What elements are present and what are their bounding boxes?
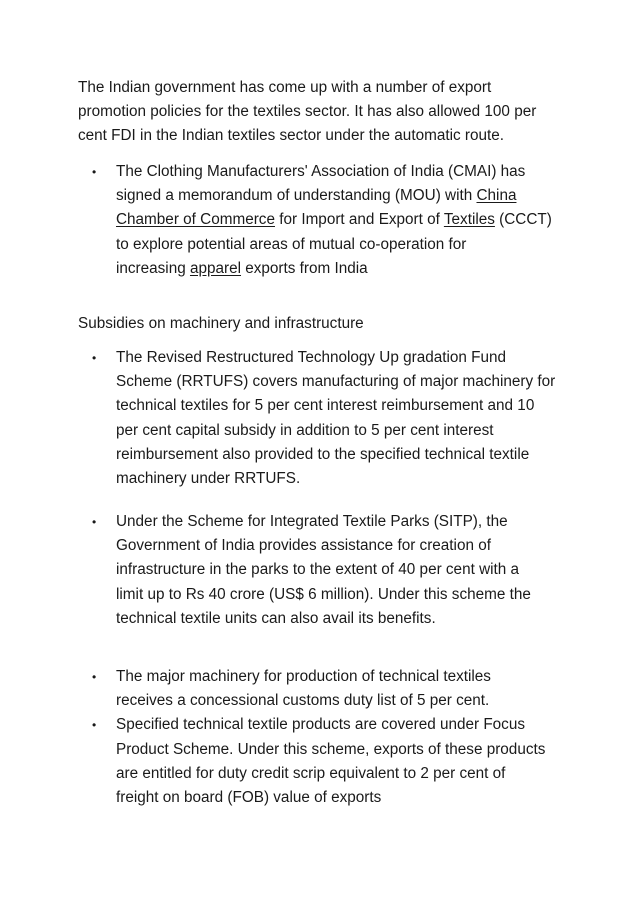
item-line: receives a concessional customs duty list of 5 per cent. [116, 692, 490, 710]
item-text: increasing [116, 259, 190, 277]
item-text: exports from India [241, 259, 368, 277]
item-line [116, 184, 578, 208]
link-chamber-of-commerce[interactable]: Chamber of Commerce [116, 211, 275, 229]
item-line: machinery under RRTUFS. [116, 470, 301, 488]
item-line: The Revised Restructured Technology Up gradation Fund [116, 349, 507, 366]
item-line: limit up to Rs 40 crore (US$ 6 million). Under this scheme the [116, 585, 531, 603]
link-apparel[interactable]: apparel [189, 259, 242, 277]
item-text: (CCCT) [494, 211, 552, 229]
item-line: Specified technical textile products are covered under Focus [116, 716, 525, 734]
item-text: signed a memorandum of understanding (MOU) with [116, 187, 477, 205]
list-item-focus [78, 713, 578, 810]
intro-line: cent FDI in the Indian textiles sector under the automatic route. [78, 127, 504, 145]
bullet-marker: • [92, 718, 97, 733]
intro-line: promotion policies for the textiles sector. It has also allowed 100 per [78, 103, 537, 121]
list-item-customs [78, 665, 578, 713]
item-line: Scheme (RRTUFS) covers manufacturing of major machinery for [116, 373, 556, 391]
bullet-marker: • [92, 515, 97, 529]
item-line: Under the Scheme for Integrated Textile Parks (SITP), the [116, 513, 508, 530]
list-item-rrtufs [78, 346, 578, 491]
item-line [116, 257, 578, 281]
item-line: to explore potential areas of mutual co-operation for [116, 235, 467, 253]
bullet-marker: • [92, 670, 97, 684]
bullet-marker: • [92, 351, 97, 365]
item-line: infrastructure in the parks to the extent of 40 per cent with a [116, 561, 520, 579]
cmai-list [78, 160, 578, 281]
item-line: technical textile units can also avail its benefits. [116, 609, 436, 627]
item-line: Product Scheme. Under this scheme, exports of these products [116, 740, 546, 758]
bullet-marker: • [92, 165, 97, 179]
item-line [116, 208, 578, 232]
item-line: per cent capital subsidy in addition to 5 per cent interest [116, 421, 494, 439]
item-line: are entitled for duty credit scrip equivalent to 2 per cent of [116, 764, 506, 782]
intro-line: The Indian government has come up with a number of export [78, 79, 492, 96]
item-line: technical textiles for 5 per cent interest reimbursement and 10 [116, 397, 535, 415]
item-line: The major machinery for production of technical textiles [116, 668, 491, 685]
link-china[interactable]: China [476, 187, 517, 205]
heading-text: Subsidies on machinery and infrastructure [78, 315, 364, 332]
item-line: Government of India provides assistance for creation of [116, 537, 491, 555]
intro-paragraph [78, 76, 578, 149]
item-line: reimbursement also provided to the specified technical textile [116, 445, 530, 463]
item-line: The Clothing Manufacturers' Association of India (CMAI) has [116, 163, 526, 180]
link-textiles[interactable]: Textiles [443, 211, 495, 229]
customs-focus-list [78, 665, 578, 810]
item-text: for Import and Export of [274, 211, 444, 229]
sitp-list [78, 510, 578, 631]
list-item-cmai [78, 160, 578, 281]
section-heading-subsidies [78, 312, 578, 336]
list-item-sitp [78, 510, 578, 631]
rrtufs-list [78, 346, 578, 491]
item-line: freight on board (FOB) value of exports [116, 789, 382, 807]
